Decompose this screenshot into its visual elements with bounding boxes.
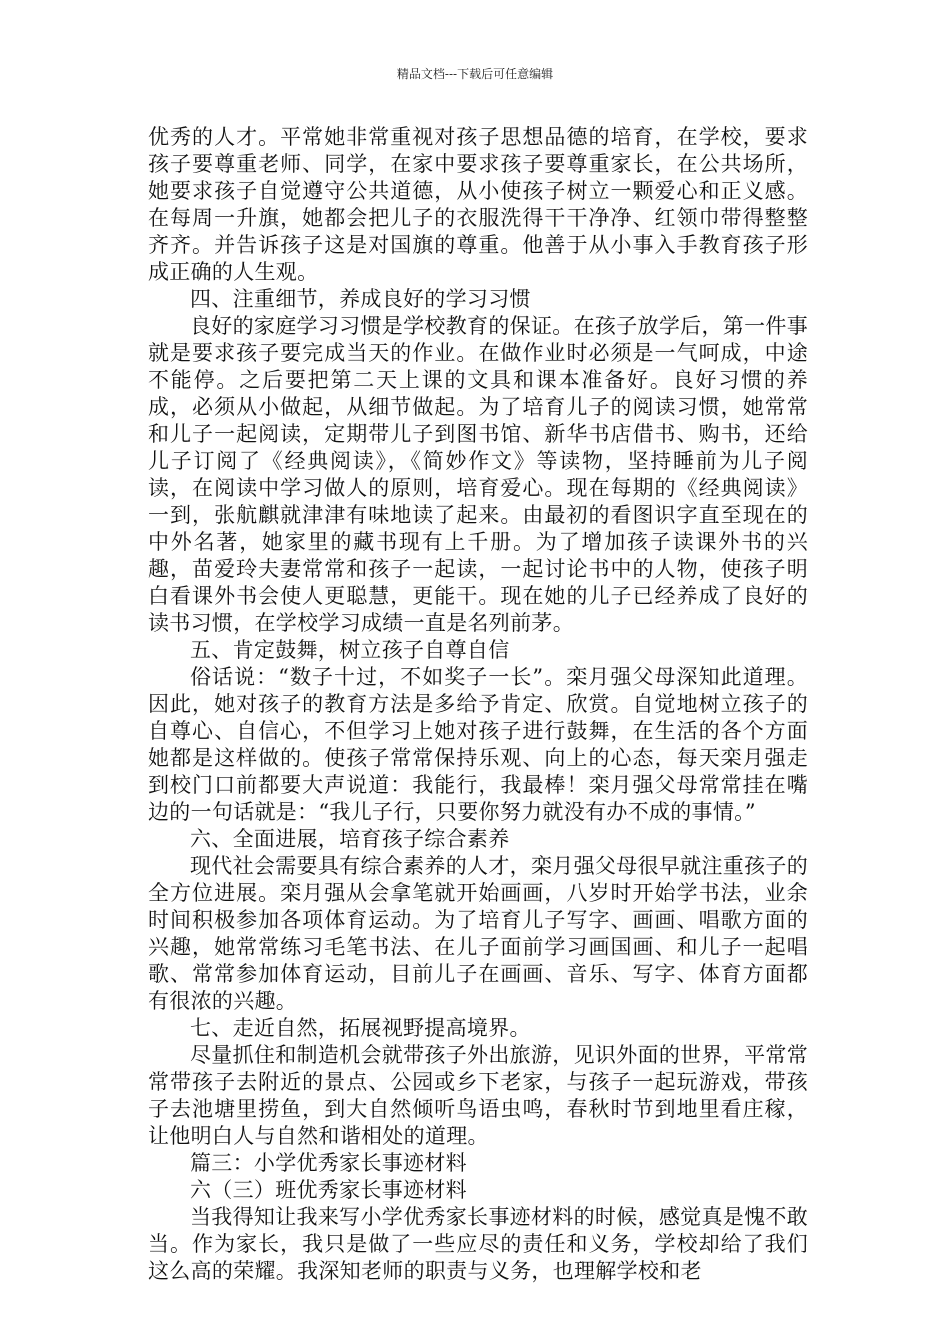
paragraph: 俗话说：“数子十过，不如奖子一长”。栾月强父母深知此道理。因此，她对孩子的教育方法是多给予肯定、欣赏。自觉地树立孩子的自尊心、自信心，不但学习上她对孩子进行鼓舞，在生活的各个方面她都是这样做的。使孩子常常保持乐观、向上的心态，每天栾月强走到校门口前都要大声说道：我能行，我最棒！栾月强父母常常挂在嘴边的一句话就是：“我儿子行，只要你努力就没有办不成的事情。” xyxy=(148,665,808,824)
article-subtitle: 六（三）班优秀家长事迹材料 xyxy=(190,1178,467,1202)
paragraph: 当我得知让我来写小学优秀家长事迹材料的时候，感觉真是愧不敢当。作为家长，我只是做了一些应尽的责任和义务，学校却给了我们这么高的荣耀。我深知老师的职责与义务，也理解学校和老 xyxy=(148,1205,808,1283)
paragraph: 尽量抓住和制造机会就带孩子外出旅游，见识外面的世界，平常常常带孩子去附近的景点、公园或乡下老家，与孩子一起玩游戏，带孩子去池塘里捞鱼，到大自然倾听鸟语虫鸣，春秋时节到地里看庄稼，让他明白人与自然和谐相处的道理。 xyxy=(148,1043,808,1148)
paragraph: 优秀的人才。平常她非常重视对孩子思想品德的培育，在学校，要求孩子要尊重老师、同学，在家中要求孩子要尊重家长，在公共场所，她要求孩子自觉遵守公共道德，从小使孩子树立一颗爱心和正义感。在每周一升旗，她都会把儿子的衣服洗得干干净净、红领巾带得整整齐齐。并告诉孩子这是对国旗的尊重。他善于从小事入手教育孩子形成正确的人生观。 xyxy=(148,125,808,284)
section-heading: 四、注重细节，养成良好的学习习惯 xyxy=(190,287,531,311)
section-heading: 五、肯定鼓舞，树立孩子自尊自信 xyxy=(190,638,510,662)
section-heading: 六、全面进展，培育孩子综合素养 xyxy=(190,827,510,851)
paragraph: 现代社会需要具有综合素养的人才，栾月强父母很早就注重孩子的全方位进展。栾月强从会拿笔就开始画画，八岁时开始学书法，业余时间积极参加各项体育运动。为了培育儿子写字、画画、唱歌方面的兴趣，她常常练习毛笔书法、在儿子面前学习画国画、和儿子一起唱歌、常常参加体育运动，目前儿子在画画、音乐、写字、体育方面都有很浓的兴趣。 xyxy=(148,854,808,1013)
article-title: 篇三：小学优秀家长事迹材料 xyxy=(190,1151,467,1175)
page-header: 精品文档---下载后可任意编辑 xyxy=(396,67,554,81)
paragraph: 良好的家庭学习习惯是学校教育的保证。在孩子放学后，第一件事就是要求孩子要完成当天的作业。在做作业时必须是一气呵成，中途不能停。之后要把第二天上课的文具和课本准备好。良好习惯的养成，必须从小做起，从细节做起。为了培育儿子的阅读习惯，她常常和儿子一起阅读，定期带儿子到图书馆、新华书店借书、购书，还给儿子订阅了《经典阅读》，《简妙作文》等读物，坚持睡前为儿子阅读，在阅读中学习做人的原则，培育爱心。现在每期的《经典阅读》一到，张航麒就津津有味地读了起来。由最初的看图识字直至现在的中外名著，她家里的藏书现有上千册。为了增加孩子读课外书的兴趣，苗爱玲夫妻常常和孩子一起读，一起讨论书中的人物，使孩子明白看课外书会使人更聪慧，更能干。现在她的儿子已经养成了良好的读书习惯，在学校学习成绩一直是名列前茅。 xyxy=(148,314,808,635)
document-body xyxy=(148,124,808,1285)
section-heading: 七、走近自然，拓展视野提高境界。 xyxy=(190,1016,531,1040)
